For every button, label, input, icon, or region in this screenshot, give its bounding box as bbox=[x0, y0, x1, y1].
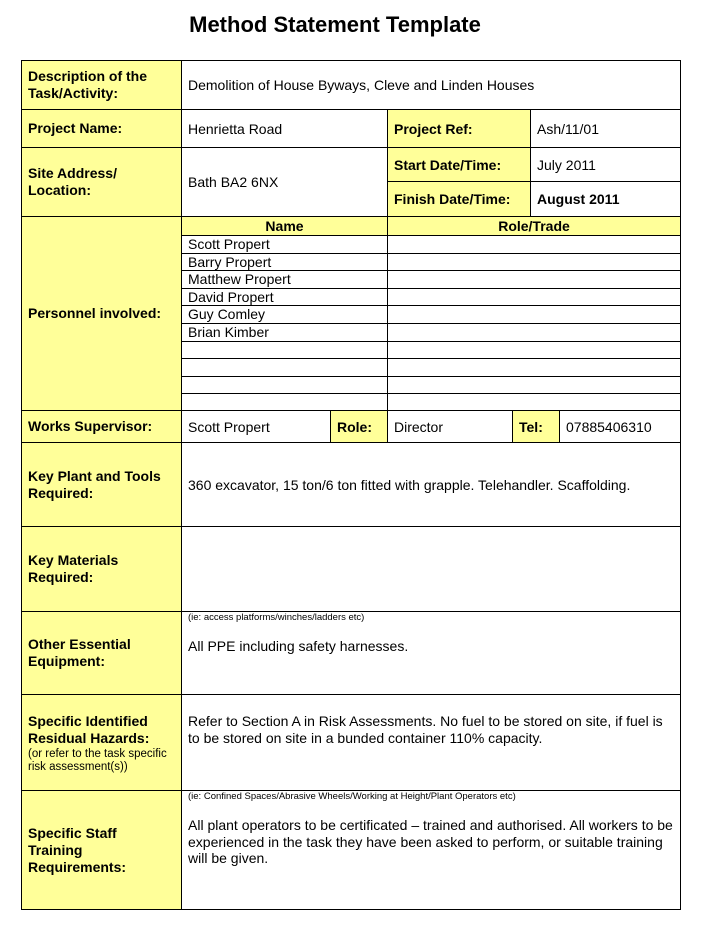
name-column-header: Name bbox=[181, 216, 388, 236]
personnel-role-cell[interactable] bbox=[387, 305, 681, 324]
personnel-role-cell[interactable] bbox=[387, 235, 681, 254]
personnel-name-cell[interactable]: Matthew Propert bbox=[181, 270, 388, 289]
project-name-label: Project Name: bbox=[21, 109, 182, 148]
other-equipment-hint: (ie: access platforms/winches/ladders etc) bbox=[188, 612, 365, 623]
other-equipment-label: Other Essential Equipment: bbox=[21, 611, 182, 695]
personnel-role-cell[interactable] bbox=[387, 270, 681, 289]
description-label: Description of the Task/Activity: bbox=[21, 60, 182, 110]
residual-hazards-value: Refer to Section A in Risk Assessments. No fuel to be stored on site, if fuel is to be stored on site in a bunded container 110% capacity. bbox=[188, 713, 663, 746]
residual-hazards-label bbox=[21, 694, 182, 791]
personnel-name-cell[interactable] bbox=[181, 341, 388, 360]
personnel-name-cell[interactable]: Scott Propert bbox=[181, 235, 388, 254]
personnel-role-cell[interactable] bbox=[387, 323, 681, 342]
personnel-role-cell[interactable] bbox=[387, 341, 681, 360]
personnel-name-cell[interactable]: David Propert bbox=[181, 288, 388, 307]
personnel-role-cell[interactable] bbox=[387, 376, 681, 395]
works-supervisor-label: Works Supervisor: bbox=[21, 410, 182, 443]
supervisor-role-label: Role: bbox=[330, 410, 388, 443]
key-materials-value[interactable] bbox=[181, 526, 681, 612]
supervisor-tel-value[interactable]: 07885406310 bbox=[559, 410, 681, 443]
personnel-name-cell[interactable] bbox=[181, 358, 388, 377]
finish-date-value[interactable]: August 2011 bbox=[530, 181, 681, 217]
personnel-role-cell[interactable] bbox=[387, 253, 681, 272]
staff-training-hint: (ie: Confined Spaces/Abrasive Wheels/Working at Height/Plant Operators etc) bbox=[188, 791, 516, 802]
personnel-name-cell[interactable]: Brian Kimber bbox=[181, 323, 388, 342]
start-date-label: Start Date/Time: bbox=[387, 147, 531, 182]
other-equipment-cell[interactable] bbox=[181, 611, 681, 695]
staff-training-value: All plant operators to be certificated – trained and authorised. All workers to be experienced in the task they have been asked to perform, or suitable training will be given. bbox=[188, 817, 673, 866]
personnel-role-cell[interactable] bbox=[387, 288, 681, 307]
document-title: Method Statement Template bbox=[189, 12, 481, 37]
other-equipment-value: All PPE including safety harnesses. bbox=[188, 638, 409, 654]
supervisor-tel-label: Tel: bbox=[512, 410, 560, 443]
residual-hazards-note: (or refer to the task specific risk assessment(s)) bbox=[28, 748, 167, 773]
personnel-label: Personnel involved: bbox=[21, 216, 182, 411]
personnel-name-cell[interactable] bbox=[181, 376, 388, 395]
description-value[interactable]: Demolition of House Byways, Cleve and Linden Houses bbox=[181, 60, 681, 110]
project-ref-value[interactable]: Ash/11/01 bbox=[530, 109, 681, 148]
staff-training-cell[interactable] bbox=[181, 790, 681, 910]
key-materials-label: Key Materials Required: bbox=[21, 526, 182, 612]
role-column-header: Role/Trade bbox=[387, 216, 681, 236]
project-name-value[interactable]: Henrietta Road bbox=[181, 109, 388, 148]
staff-training-label: Specific Staff Training Requirements: bbox=[21, 790, 182, 910]
residual-hazards-cell[interactable] bbox=[181, 694, 681, 791]
supervisor-role-value[interactable]: Director bbox=[387, 410, 513, 443]
personnel-name-cell[interactable]: Guy Comley bbox=[181, 305, 388, 324]
method-statement-form bbox=[21, 60, 681, 910]
key-plant-label: Key Plant and Tools Required: bbox=[21, 442, 182, 527]
site-address-value[interactable]: Bath BA2 6NX bbox=[181, 147, 388, 217]
personnel-name-cell[interactable]: Barry Propert bbox=[181, 253, 388, 272]
residual-hazards-title: Specific Identified Residual Hazards: bbox=[28, 713, 150, 746]
key-plant-value[interactable]: 360 excavator, 15 ton/6 ton fitted with grapple. Telehandler. Scaffolding. bbox=[181, 442, 681, 527]
personnel-role-cell[interactable] bbox=[387, 358, 681, 377]
site-address-label: Site Address/ Location: bbox=[21, 147, 182, 217]
supervisor-name-value[interactable]: Scott Propert bbox=[181, 410, 331, 443]
finish-date-label: Finish Date/Time: bbox=[387, 181, 531, 217]
start-date-value[interactable]: July 2011 bbox=[530, 147, 681, 182]
project-ref-label: Project Ref: bbox=[387, 109, 531, 148]
